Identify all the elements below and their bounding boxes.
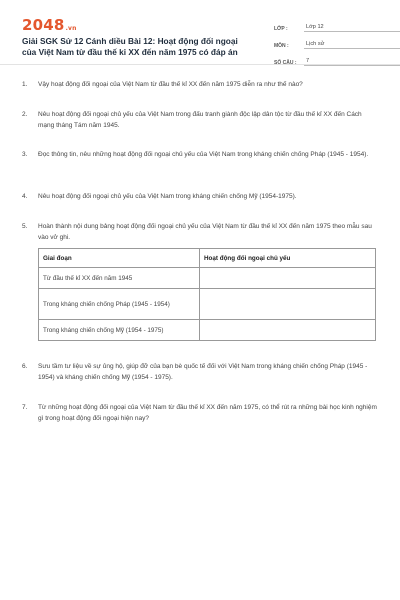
question-4 [22,192,378,203]
question-6 [22,362,378,383]
logo-suffix: .vn [65,25,77,32]
question-text: Nêu hoạt động đối ngoại chủ yếu của Việt Nam trong kháng chiến chống Mỹ (1954-1975). [38,193,297,200]
meta-row-mon [274,35,400,49]
socau-label: SỐ CÂU : [274,60,297,66]
table-row [39,320,376,341]
table-cell: Trong kháng chiến chống Mỹ (1954 - 1975) [39,320,200,341]
question-7 [22,403,378,424]
table-cell: Từ đầu thế kỉ XX đến năm 1945 [39,268,200,289]
table-cell[interactable] [200,320,376,341]
question-text: Đọc thông tin, nêu những hoạt động đối ngoại chủ yếu của Việt Nam trong kháng chiến chống Pháp (1945 - 1954). [38,151,369,158]
question-5 [22,222,378,243]
document-title: Giải SGK Sử 12 Cánh diều Bài 12: Hoạt động đối ngoại của Việt Nam từ đầu thế kỉ XX đến năm 1975 có đáp án [22,36,238,57]
meta-info [274,18,400,69]
socau-value: 7 [304,58,400,66]
question-3 [22,150,378,161]
header-divider [0,64,400,65]
mon-value: Lịch sử [304,41,400,49]
question-number: 7. [22,404,28,411]
question-text: Sưu tầm tư liệu về sự ủng hộ, giúp đỡ của bạn bè quốc tế đối với Việt Nam trong kháng chiến chống Pháp (1945 - 1954) và kháng chiến chống Mỹ (1954 - 1975). [38,363,368,381]
question-number: 1. [22,81,28,88]
table-header-row [39,249,376,268]
table-header-cell: Giai đoạn [39,249,200,268]
question-text: Từ những hoạt động đối ngoại của Việt Nam từ đầu thế kỉ XX đến năm 1975, có thể rút ra những bài học kinh nghiệm gì trong hoạt động đối ngoại hiện nay? [38,404,377,422]
table-row [39,289,376,320]
site-logo[interactable] [22,16,77,34]
table-row [39,268,376,289]
lop-value: Lớp 12 [304,24,400,32]
question-text: Hoàn thành nội dung bảng hoạt động đối ngoại chủ yếu của Việt Nam từ đầu thế kỉ XX đến năm 1975 theo mẫu sau vào vở ghi. [38,223,372,241]
question-number: 5. [22,223,28,230]
lop-label: LỚP : [274,26,288,32]
table-cell[interactable] [200,268,376,289]
question-number: 4. [22,193,28,200]
table-cell[interactable] [200,289,376,320]
meta-row-lop [274,18,400,32]
table-cell: Trong kháng chiến chống Pháp (1945 - 1954) [39,289,200,320]
question-number: 6. [22,363,28,370]
header [22,14,378,76]
question-text: Nêu hoạt động đối ngoại chủ yếu của Việt Nam trong đấu tranh giành độc lập dân tộc từ đầu thế kỉ XX đến Cách mạng tháng Tám năm 1945. [38,111,362,129]
question-number: 2. [22,111,28,118]
table-header-cell: Hoạt động đối ngoại chủ yếu [200,249,376,268]
question-2 [22,110,378,131]
mon-label: MÔN : [274,43,289,49]
question-number: 3. [22,151,28,158]
question-1 [22,80,378,91]
answer-table [38,248,376,341]
logo-brand: 2048 [22,16,65,34]
question-text: Vậy hoạt động đối ngoại của Việt Nam từ đầu thế kỉ XX đến năm 1975 diễn ra như thế nào? [38,81,303,88]
